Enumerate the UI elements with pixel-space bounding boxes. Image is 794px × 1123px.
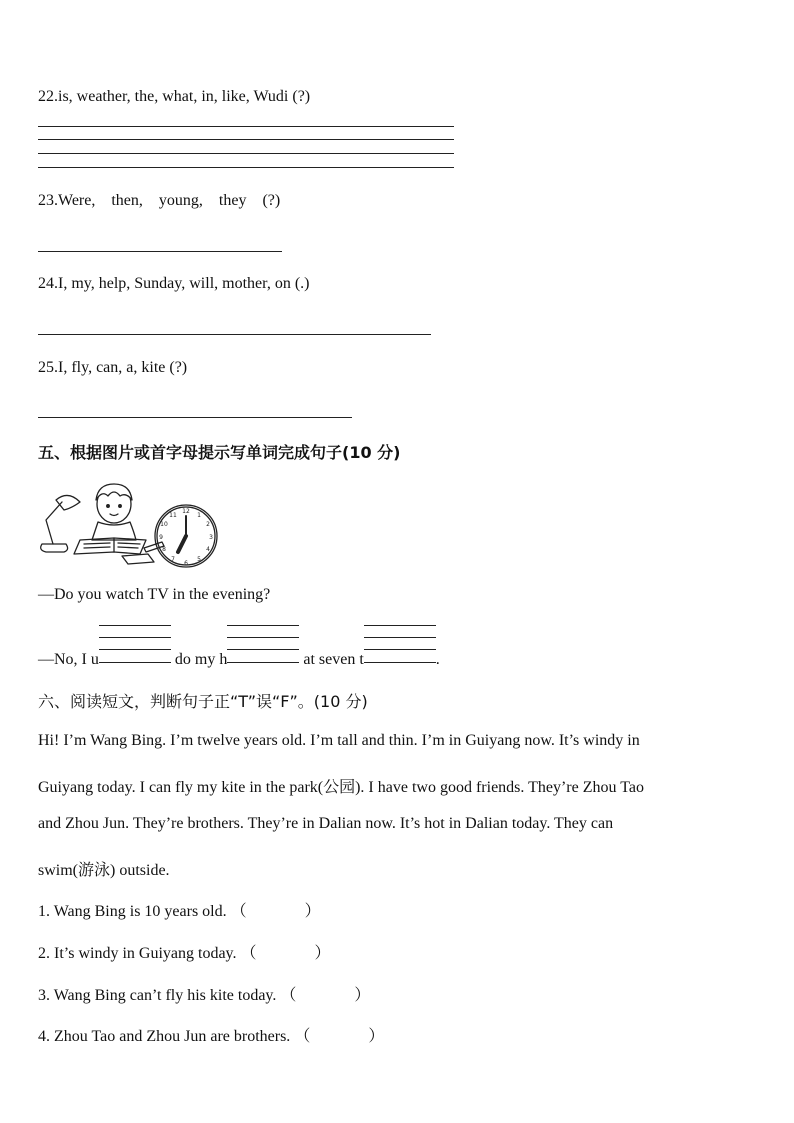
statement-text: 4. Zhou Tao and Zhou Jun are brothers. (38, 1028, 291, 1045)
answer-line[interactable] (38, 251, 282, 252)
question-words: is, weather, the, what, in, like, Wudi (?) (58, 88, 311, 105)
question-22 (38, 88, 310, 106)
answer-text-3: at seven t (299, 651, 364, 668)
answer-paren-close: ） (314, 945, 331, 962)
statement-text: 2. It’s windy in Guiyang today. (38, 945, 237, 962)
passage-line: and Zhou Jun. They’re brothers. They’re in Dalian now. It’s hot in Dalian today. They can (38, 815, 614, 832)
svg-text:12: 12 (182, 508, 190, 515)
answer-line[interactable] (38, 126, 454, 127)
answer-text-4: . (435, 651, 440, 668)
answer-line[interactable] (38, 139, 454, 140)
answer-paren-close: ） (354, 987, 371, 1004)
answer-text-1: —No, I u (38, 651, 99, 668)
question-words: I, my, help, Sunday, will, mother, on (.) (58, 275, 310, 292)
dialogue-answer (38, 648, 440, 669)
question-words: I, fly, can, a, kite (?) (58, 359, 188, 376)
answer-line[interactable] (38, 334, 431, 335)
lamp-shade-icon (56, 495, 80, 510)
statement-2 (38, 940, 331, 963)
passage-line: Guiyang today. I can fly my kite in the park(公园). I have two good friends. They’re Zhou Tao (38, 779, 644, 796)
svg-text:10: 10 (160, 521, 168, 528)
svg-text:2: 2 (206, 521, 210, 528)
svg-text:1: 1 (197, 512, 201, 519)
question-number: 25. (38, 359, 58, 376)
question-number: 24. (38, 275, 58, 292)
dialogue-question: —Do you watch TV in the evening? (38, 586, 271, 603)
svg-text:7: 7 (171, 556, 175, 563)
answer-line[interactable] (38, 417, 352, 418)
answer-line[interactable] (38, 153, 454, 154)
section-5-title: 五、根据图片或首字母提示写单词完成句子(10 分) (38, 443, 401, 462)
svg-text:6: 6 (184, 560, 188, 567)
svg-text:11: 11 (169, 512, 177, 519)
question-23 (38, 192, 280, 210)
lamp-arm-icon (46, 502, 62, 544)
svg-text:8: 8 (162, 546, 166, 553)
svg-text:9: 9 (159, 534, 163, 541)
statement-4 (38, 1023, 384, 1046)
section-6-title: 六、阅读短文，判断句子正“T”误“F”。(10 分) (38, 692, 368, 711)
statement-1 (38, 898, 321, 921)
svg-text:4: 4 (206, 546, 210, 553)
lamp-base-icon (41, 544, 68, 552)
answer-paren-open: （ (280, 987, 297, 1004)
question-25 (38, 359, 187, 377)
statement-text: 3. Wang Bing can’t fly his kite today. (38, 987, 277, 1004)
answer-paren-close: ） (368, 1028, 385, 1045)
answer-text-2: do my h (170, 651, 228, 668)
answer-line[interactable] (38, 167, 454, 168)
notebook-icon (122, 554, 154, 564)
answer-paren-close: ） (304, 903, 321, 920)
statement-3 (38, 982, 370, 1005)
question-words: Were, then, young, they (?) (58, 192, 281, 209)
boy-studying-illustration (36, 478, 222, 570)
svg-text:3: 3 (209, 534, 213, 541)
statement-text: 1. Wang Bing is 10 years old. (38, 903, 227, 920)
blank-h-word[interactable] (227, 648, 299, 666)
blank-u-word[interactable] (99, 648, 171, 666)
answer-paren-open: （ (240, 945, 257, 962)
passage-line: swim(游泳) outside. (38, 862, 170, 879)
question-number: 23. (38, 192, 58, 209)
answer-paren-open: （ (230, 903, 247, 920)
svg-text:5: 5 (197, 556, 201, 563)
boy-body-icon (92, 522, 136, 540)
blank-t-word[interactable] (364, 648, 436, 666)
question-number: 22. (38, 88, 58, 105)
answer-paren-open: （ (294, 1028, 311, 1045)
passage-line: Hi! I’m Wang Bing. I’m twelve years old. I’m tall and thin. I’m in Guiyang now. It’s windy in (38, 732, 640, 749)
question-24 (38, 275, 309, 293)
